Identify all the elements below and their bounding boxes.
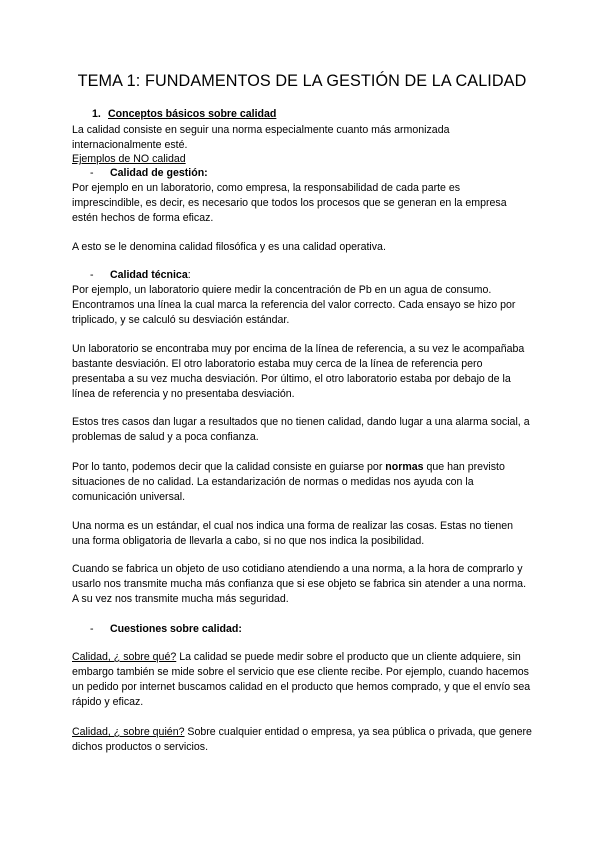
bullet-heading: Cuestiones sobre calidad: (110, 623, 242, 635)
section-heading-text: Conceptos básicos sobre calidad (108, 108, 277, 120)
section-heading-conceptos (92, 107, 552, 122)
intro-paragraph: La calidad consiste en seguir una norma especialmente cuanto más armonizada internacionalmente esté. (72, 124, 450, 151)
question-label: Calidad, ¿ sobre quién? (72, 726, 185, 738)
tecnica-paragraph-5: Una norma es un estándar, el cual nos indica una forma de realizar las cosas. Estas no tienen una forma obligatoria de llevarla a cabo, si no que nos indica la posibilidad. (72, 520, 514, 547)
question-answer: La calidad se puede medir sobre el producto que un cliente adquiere, sin embargo también se mide sobre el servicio que ese cliente recibe. Por ejemplo, cuando hacemos un pedido por internet buscamos calidad en el producto que hemos comprado, y que el envío sea rápido y eficaz. (72, 651, 531, 708)
page-title: TEMA 1: FUNDAMENTOS DE LA GESTIÓN DE LA CALIDAD (77, 72, 527, 90)
tecnica-paragraph-2: Un laboratorio se encontraba muy por encima de la línea de referencia, a su vez le acompañaba bastante desviación. El otro laboratorio estaba muy cerca de la línea de referencia pero presentaba a su vez mucha desviación. Por último, el otro laboratorio estaba por debajo de la línea de referencia y no presentaba desviación. (72, 343, 525, 400)
bullet-cuestiones (90, 622, 550, 637)
gestion-paragraph-2: A esto se le denomina calidad filosófica y es una calidad operativa. (72, 241, 386, 253)
bold-term-normas: normas (385, 461, 424, 473)
bullet-calidad-gestion (90, 166, 550, 181)
bullet-heading: Calidad técnica (110, 269, 188, 281)
section-number: 1. (92, 108, 101, 120)
text-run: Por lo tanto, podemos decir que la calidad consiste en guiarse por (72, 461, 386, 473)
question-label: Calidad, ¿ sobre qué? (72, 651, 177, 663)
bullet-calidad-tecnica (90, 268, 550, 283)
question-sobre-quien (72, 725, 532, 755)
text-run: que han previsto situaciones de no calidad. La estandarización de normas o medidas nos ayuda con la comunicación universal. (72, 461, 505, 503)
question-sobre-que (72, 650, 532, 710)
bullet-dash: - (90, 623, 94, 635)
bullet-dash: - (90, 269, 94, 281)
bullet-colon: : (187, 269, 191, 281)
question-answer: Sobre cualquier entidad o empresa, ya sea pública o privada, que genere dichos productos o servicios. (72, 726, 532, 753)
bullet-dash: - (90, 167, 94, 179)
tecnica-paragraph-3: Estos tres casos dan lugar a resultados que no tienen calidad, dando lugar a una alarma social, a problemas de salud y a poca confianza. (72, 416, 530, 443)
bullet-heading: Calidad de gestión: (110, 167, 208, 179)
tecnica-paragraph-1: Por ejemplo, un laboratorio quiere medir la concentración de Pb en un agua de consumo. Encontramos una línea la cual marca la referencia del valor correcto. Cada ensayo se hizo por triplicado, y se calculó su desviación estándar. (72, 284, 516, 326)
tecnica-paragraph-6: Cuando se fabrica un objeto de uso cotidiano atendiendo a una norma, a la hora de comprarlo y usarlo nos transmite mucha más confianza que si ese objeto se fabrica sin atender a una norma. A su vez nos transmite mucha más seguridad. (72, 563, 527, 605)
tecnica-paragraph-4 (72, 460, 532, 505)
examples-label: Ejemplos de NO calidad (72, 153, 186, 165)
gestion-paragraph-1: Por ejemplo en un laboratorio, como empresa, la responsabilidad de cada parte es imprescindible, es decir, es necesario que todos los procesos que se generan en la empresa estén hechos de forma eficaz. (72, 182, 507, 224)
